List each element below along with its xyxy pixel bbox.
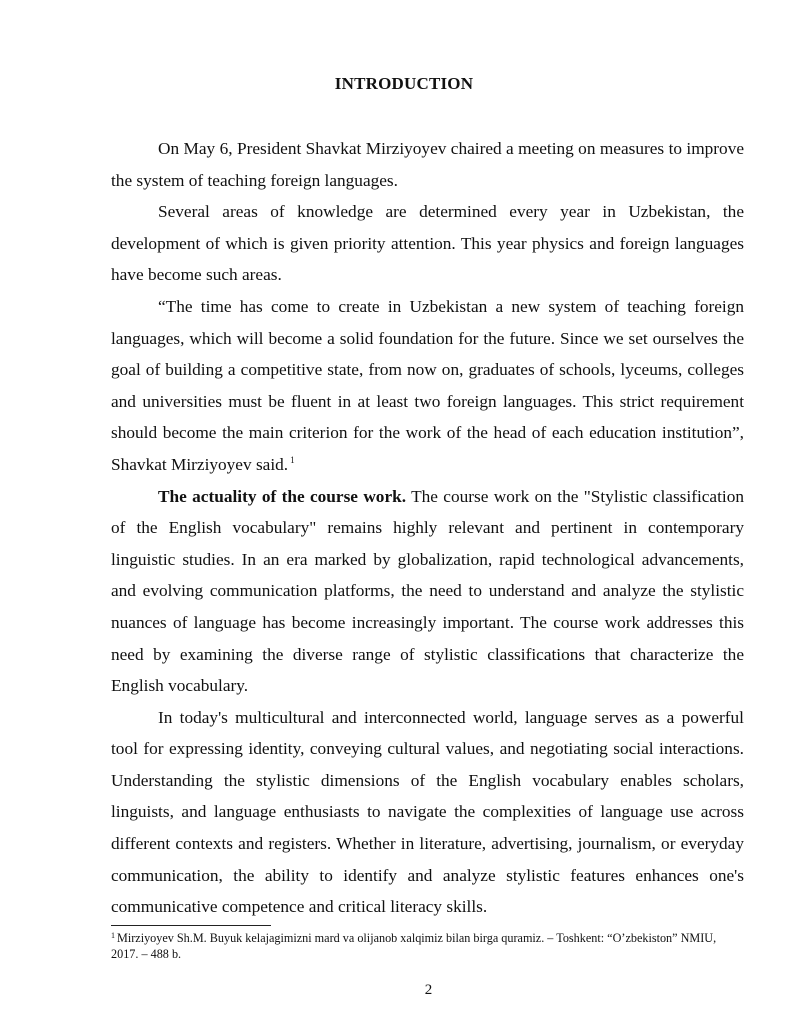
paragraph-1 <box>111 133 744 196</box>
paragraph-4-text: The course work on the "Stylistic classification of the English vocabulary" remains highly relevant and pertinent in contemporary linguistic studies. In an era marked by globalization, rapid technological advancements, and evolving communication platforms, the need to understand and analyze the stylistic nuances of language has become increasingly important. The course work addresses this need by examining the diverse range of stylistic classifications that characterize the English vocabulary. <box>111 486 744 696</box>
paragraph-3-text: “The time has come to create in Uzbekistan a new system of teaching foreign languages, which will become a solid foundation for the future. Since we set ourselves the goal of building a competitive state, from now on, graduates of schools, lyceums, colleges and universities must be fluent in at least two foreign languages. This strict requirement should become the main criterion for the work of the head of each education institution”, Shavkat Mirziyoyev said. <box>111 296 744 474</box>
paragraph-5 <box>111 702 744 923</box>
paragraph-3 <box>111 291 744 481</box>
paragraph-2 <box>111 196 744 291</box>
body-text <box>111 133 744 923</box>
paragraph-5-text: In today's multicultural and interconnected world, language serves as a powerful tool for expressing identity, conveying cultural values, and negotiating social interactions. Understanding the stylistic dimensions of the English vocabulary enables scholars, linguists, and language enthusiasts to navigate the complexities of language use across different contexts and registers. Whether in literature, advertising, journalism, or everyday communication, the ability to identify and analyze stylistic features enhances one's communicative competence and critical literacy skills. <box>111 707 744 917</box>
footnote-divider <box>111 925 271 926</box>
paragraph-4-lead: The actuality of the course work. <box>158 486 407 506</box>
footnote <box>111 930 744 962</box>
footnote-marker: 1 <box>111 931 115 940</box>
footnote-reference[interactable]: 1 <box>290 454 295 465</box>
paragraph-1-text: On May 6, President Shavkat Mirziyoyev chaired a meeting on measures to improve the system of teaching foreign languages. <box>111 139 744 190</box>
paragraph-2-text: Several areas of knowledge are determined every year in Uzbekistan, the development of which is given priority attention. This year physics and foreign languages have become such areas. <box>111 202 744 285</box>
footnote-text: Mirziyoyev Sh.M. Buyuk kelajagimizni mard va olijanob xalqimiz bilan birga quramiz. – Toshkent: “O’zbekiston” NMIU, 2017. – 488 b. <box>111 931 717 961</box>
page-number: 2 <box>424 982 433 998</box>
page-title: INTRODUCTION <box>334 74 474 93</box>
paragraph-4 <box>111 481 744 702</box>
